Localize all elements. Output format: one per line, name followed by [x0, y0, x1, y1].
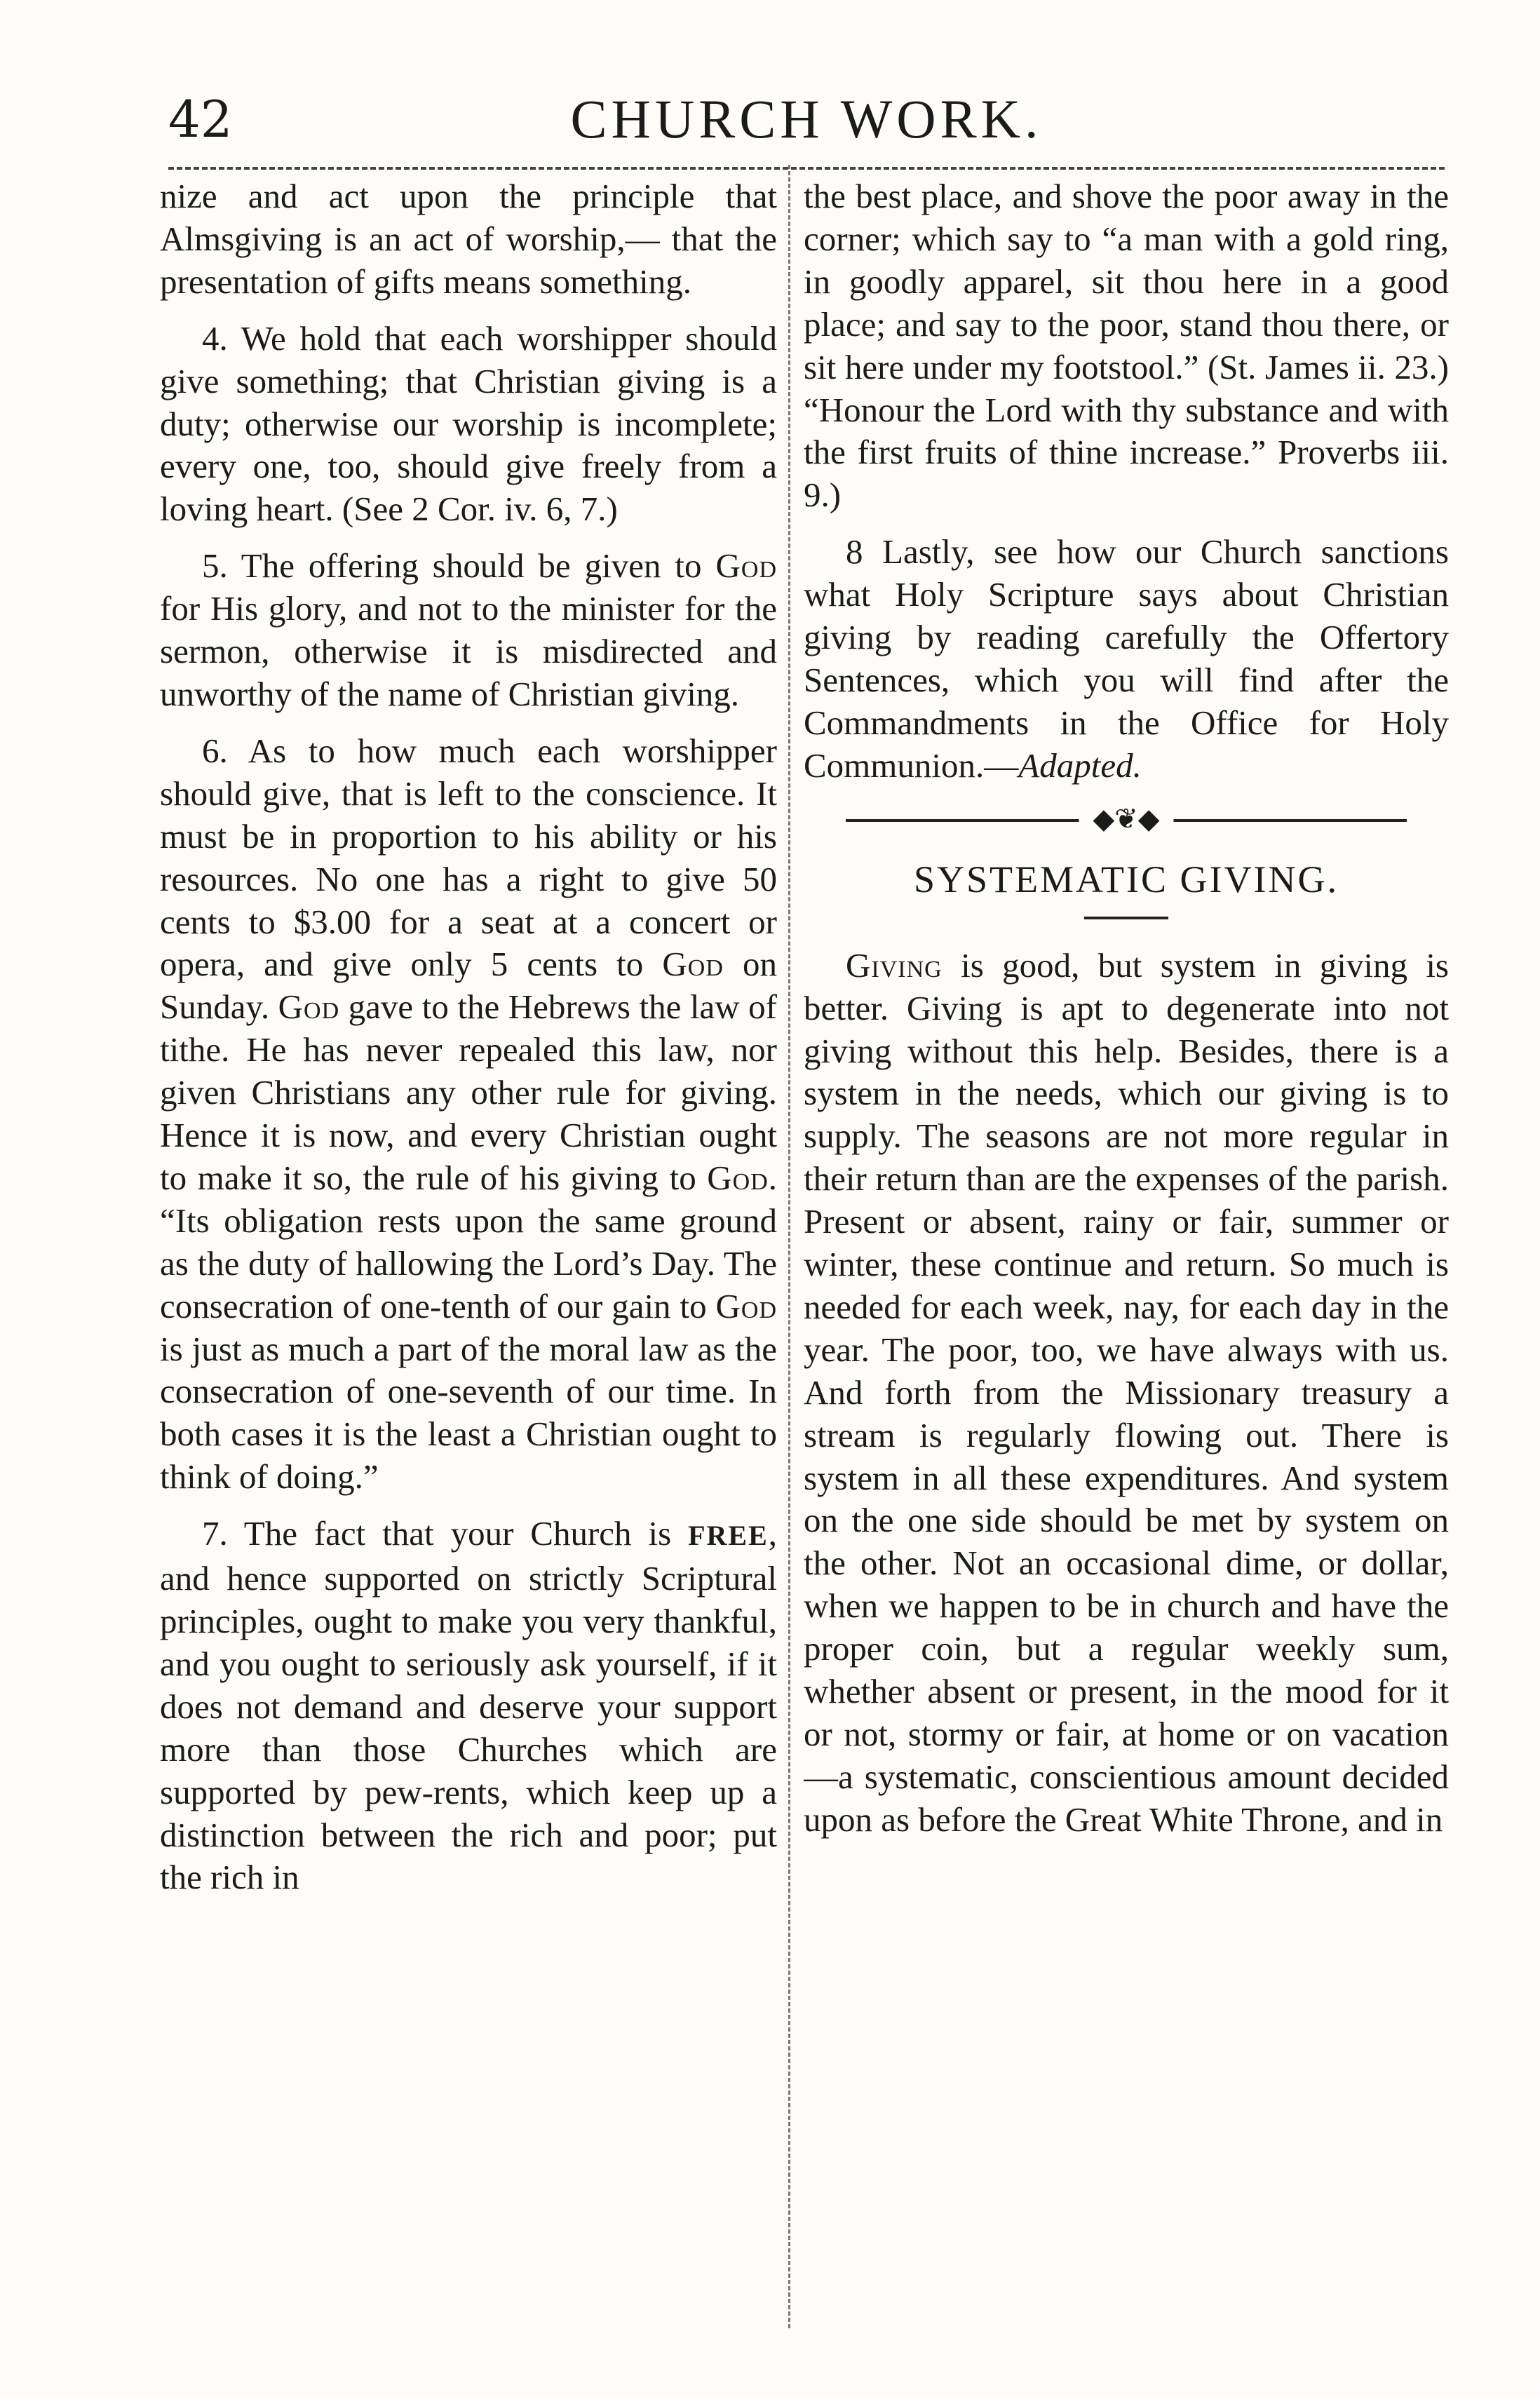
text-run: the best place, and shove the poor away in the corner; which say to “a man with a gold ring, in goodly apparel, sit thou here in a good place; and say to the poor, stand thou there, or sit here under my footstool.” (St. James ii. 23.) “Honour the Lord with thy substance and with the first fruits of thine increase.” Proverbs iii. 9.): [804, 177, 1449, 515]
section-title: SYSTEMATIC GIVING.: [914, 858, 1339, 900]
text-run: on Sunday.: [160, 945, 777, 1027]
text-run: 8 Lastly, see how our Church sanctions what Holy Scripture says about Christian giving by reading carefully the Offertory Sentences, which you will find after the Commandments in the Office for Holy Communion.—: [804, 532, 1449, 785]
small-caps-god: God: [278, 987, 340, 1027]
ornament-glyph: ◆❦◆: [1079, 802, 1173, 837]
text-run: 4. We hold that each worshipper should give something; that Christian giving is a duty; otherwise our worship is incomplete; every one, too, should give freely from a loving heart. (See 2 Cor. iv. 6, 7.): [160, 318, 777, 529]
text-run: 7. The fact that your Church is: [202, 1514, 689, 1553]
text-run: , and hence supported on strictly Scriptural principles, ought to make you very thankful, and you ought to seriously ask yourself, if it does not demand and deserve your support more than those Churches which are supported by pew-rents, which keep up a distinction between the rich and poor; put the rich in: [160, 1514, 777, 1897]
paragraph-continued: [804, 175, 1449, 517]
text-run: nize and act upon the principle that Almsgiving is an act of worship,— that the presentation of gifts means something.: [160, 177, 777, 301]
small-caps-god: God: [707, 1158, 769, 1197]
small-caps-lead: Giving: [846, 945, 943, 985]
paragraph-8: [804, 531, 1449, 787]
free-caps: FREE: [688, 1520, 769, 1552]
ornament-divider: [846, 802, 1407, 835]
text-run: for His glory, and not to the minister for the sermon, otherwise it is misdirected and unworthy of the name of Christian giving.: [160, 589, 777, 713]
title-rule: [1084, 917, 1168, 919]
text-run: . “Its obligation rests upon the same ground as the duty of hallowing the Lord’s Day. The consecration of one-tenth of our gain to: [160, 1158, 777, 1325]
text-run: 6. As to how much each worshipper should give, that is left to the conscience. It must be in proportion to his ability or his resources. No one has a right to give 50 cents to $3.00 for a seat at a concert or opera, and give only 5 cents to: [160, 731, 777, 984]
text-run: is just as much a part of the moral law as the consecration of one-seventh of our time. In both cases it is the least a Christian ought to think of doing.”: [160, 1329, 777, 1497]
paragraph-4: [160, 318, 777, 532]
paragraph-systematic-giving: [804, 945, 1449, 1842]
paragraph-7: [160, 1513, 777, 1899]
small-caps-god: God: [715, 546, 777, 586]
small-caps-god: God: [715, 1286, 777, 1325]
header-rule: [168, 167, 1445, 170]
small-caps-god: God: [662, 945, 724, 984]
text-run: is good, but system in giving is better. Giving is apt to degenerate into not giving without this help. Besides, there is a system in the needs, which our giving is to supply. The seasons are not more regular in their return than are the expenses of the parish. Present or absent, rainy or fair, summer or winter, these continue and return. So much is needed for each week, nay, for each day in the year. The poor, too, we have always with us. And forth from the Missionary treasury a stream is regularly flowing out. There is system in all these expenditures. And system on the one side should be met by system on the other. Not an occasional dime, or dollar, when we happen to be in church and have the proper coin, but a regular weekly sum, whether absent or present, in the mood for it or not, stormy or fair, at home or on vacation—a systematic, conscientious amount decided upon as before the Great White Throne, and in: [804, 945, 1449, 1839]
page-header: [168, 74, 1445, 165]
column-divider: [788, 165, 790, 2328]
right-column: [804, 175, 1449, 2342]
running-head: CHURCH WORK.: [570, 88, 1043, 149]
left-column: [160, 175, 777, 2342]
text-run: gave to the Hebrews the law of tithe. He has never repealed this law, nor given Christians any other rule for giving. Hence it is now, and every Christian ought to make it so, the rule of his giving to: [160, 987, 777, 1197]
page-number: 42: [168, 90, 233, 149]
paragraph-6: [160, 730, 777, 1499]
adapted-attribution: Adapted.: [1018, 745, 1142, 785]
paragraph-continued: [160, 175, 777, 304]
text-run: 5. The offering should be given to: [202, 546, 716, 586]
paragraph-5: [160, 545, 777, 716]
